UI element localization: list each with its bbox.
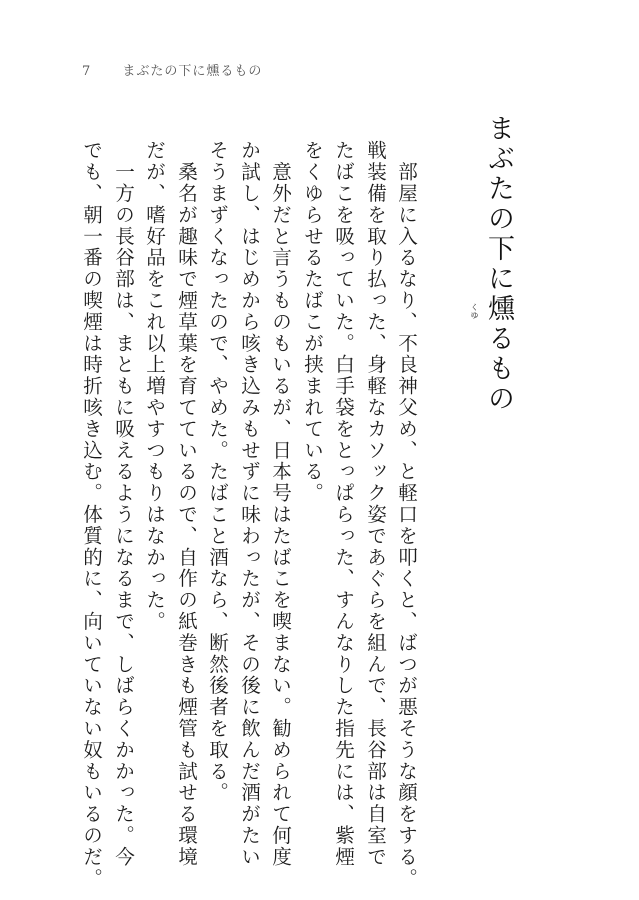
ruby-text: くゆ bbox=[470, 303, 479, 319]
body-line: でも、朝一番の喫煙は時折咳き込む。体質的に、向いていない奴もいるのだ。 bbox=[79, 140, 103, 889]
chapter-title bbox=[470, 114, 514, 414]
body-line: そうまずくなったので、やめた。たばこと酒なら、断然後者を取る。 bbox=[205, 140, 229, 804]
body-line: 部屋に入るなり、不良神父め、と軽口を叩くと、ばつが悪そうな顔をする。 bbox=[394, 140, 418, 889]
chapter-title-before: まぶたの下に bbox=[483, 114, 514, 294]
body-line: をくゆらせるたばこが挟まれている。 bbox=[300, 140, 324, 504]
body-line: たばこを吸っていた。白手袋をとっぱらった、すんなりした指先には、紫煙 bbox=[331, 140, 355, 868]
chapter-title-ruby-kanji bbox=[470, 294, 514, 324]
running-header bbox=[82, 60, 262, 79]
ruby-base: 燻 bbox=[483, 294, 514, 324]
body-line: か試し、はじめから咳き込みもせずに味わったが、その後に飲んだ酒がたい bbox=[237, 140, 261, 868]
chapter-title-after: るもの bbox=[483, 324, 514, 414]
running-title: まぶたの下に燻るもの bbox=[122, 64, 263, 79]
body-line: 桑名が趣味で煙草葉を育てているので、自作の紙巻きも煙管も試せる環境 bbox=[174, 140, 198, 868]
body-line: 意外だと言うものもいるが、日本号はたばこを喫まない。勧められて何度 bbox=[268, 140, 292, 868]
body-line: 一方の長谷部は、まともに吸えるようになるまで、しばらくかかった。今 bbox=[111, 140, 135, 868]
body-line: だが、嗜好品をこれ以上増やすつもりはなかった。 bbox=[142, 140, 166, 633]
body-line: 戦装備を取り払った、身軽なカソック姿であぐらを組んで、長谷部は自室で bbox=[363, 140, 387, 868]
page-number: 7 bbox=[82, 64, 92, 79]
